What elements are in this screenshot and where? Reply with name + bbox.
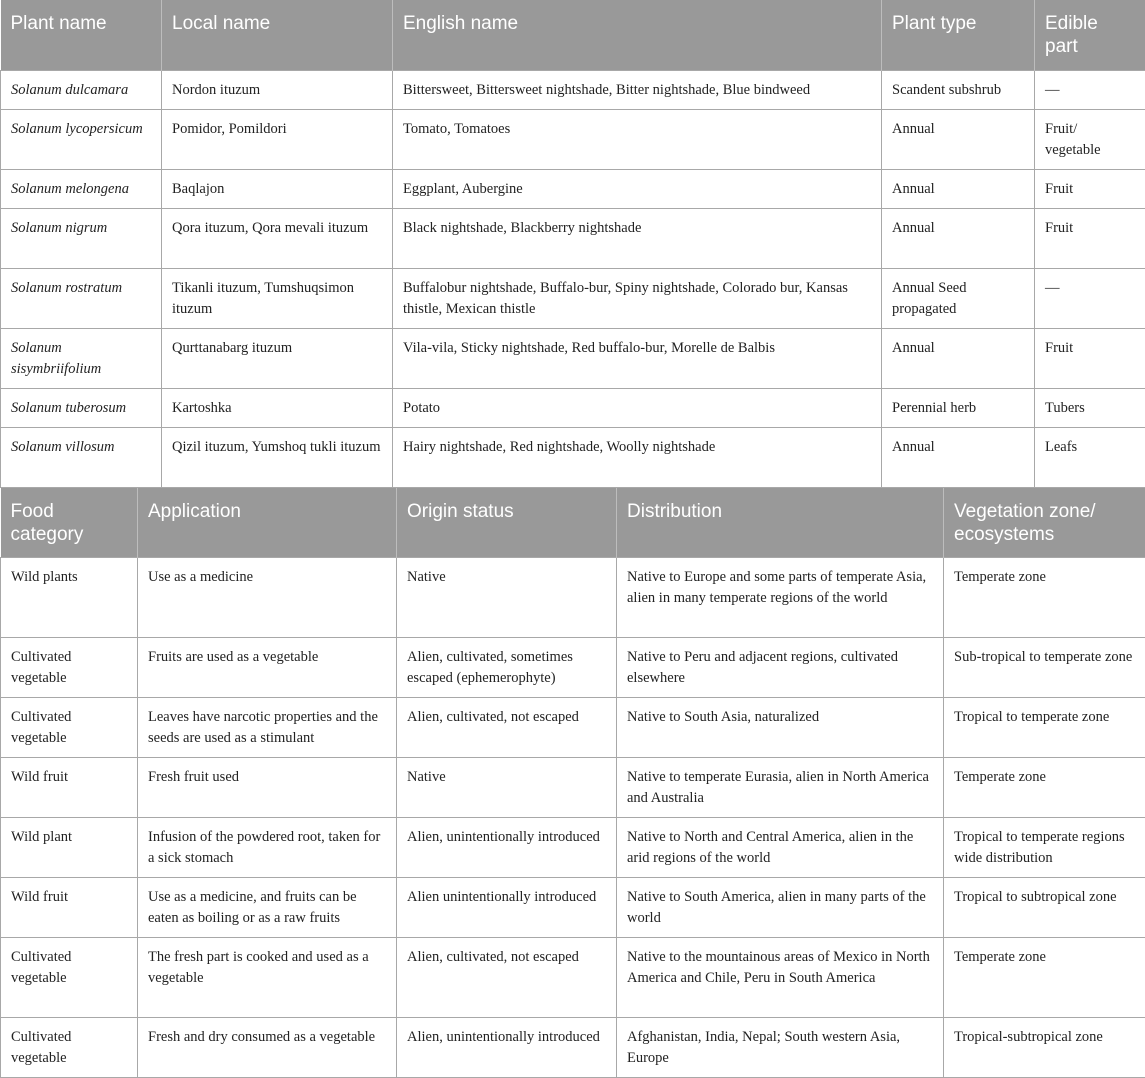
plant-type-cell: Perennial herb [882,388,1035,427]
food-category-cell: Cultivated vegetable [1,638,138,698]
origin-status-cell: Native [397,758,617,818]
header-edible-part: Edible part [1035,0,1145,70]
english-name-cell: Tomato, Tomatoes [393,109,882,169]
plant-type-cell: Annual [882,169,1035,208]
edible-part-cell: Fruit [1035,328,1145,388]
application-cell: Fresh fruit used [138,758,397,818]
vegetation-zone-cell: Tropical to subtropical zone [944,878,1145,938]
application-cell: Use as a medicine, and fruits can be eaten as boiling or as a raw fruits [138,878,397,938]
plant-type-cell: Annual Seed propagated [882,268,1035,328]
distribution-cell: Native to South America, alien in many parts of the world [617,878,944,938]
plant-type-cell: Scandent subshrub [882,70,1035,109]
table-row [1,328,1145,388]
application-cell: Use as a medicine [138,558,397,638]
plant-name-cell: Solanum villosum [1,427,162,487]
local-name-cell: Nordon ituzum [162,70,393,109]
plant-type-cell: Annual [882,208,1035,268]
table-header-row [1,488,1145,558]
table-row [1,427,1145,487]
local-name-cell: Qora ituzum, Qora mevali ituzum [162,208,393,268]
application-cell: Fresh and dry consumed as a vegetable [138,1018,397,1078]
vegetation-zone-cell: Temperate zone [944,758,1145,818]
table-row [1,878,1145,938]
table-row [1,638,1145,698]
distribution-cell: Native to the mountainous areas of Mexico in North America and Chile, Peru in South America [617,938,944,1018]
vegetation-zone-cell: Tropical to temperate zone [944,698,1145,758]
table-row [1,818,1145,878]
application-cell: Leaves have narcotic properties and the seeds are used as a stimulant [138,698,397,758]
plant-usage-table [0,488,1145,1078]
plant-type-cell: Annual [882,328,1035,388]
plant-names-table [0,0,1145,488]
edible-part-cell: Fruit [1035,169,1145,208]
vegetation-zone-cell: Tropical to temperate regions wide distribution [944,818,1145,878]
food-category-cell: Cultivated vegetable [1,938,138,1018]
english-name-cell: Vila-vila, Sticky nightshade, Red buffalo-bur, Morelle de Balbis [393,328,882,388]
header-distribution: Distribution [617,488,944,558]
table-row [1,558,1145,638]
origin-status-cell: Alien, cultivated, not escaped [397,938,617,1018]
table-row [1,268,1145,328]
table-row [1,1018,1145,1078]
header-plant-type: Plant type [882,0,1035,70]
origin-status-cell: Alien, unintentionally introduced [397,1018,617,1078]
table-row [1,70,1145,109]
table-row [1,698,1145,758]
english-name-cell: Eggplant, Aubergine [393,169,882,208]
edible-part-cell: Fruit [1035,208,1145,268]
edible-part-cell: Fruit/ vegetable [1035,109,1145,169]
english-name-cell: Potato [393,388,882,427]
origin-status-cell: Alien, cultivated, not escaped [397,698,617,758]
plant-type-cell: Annual [882,427,1035,487]
table-row [1,208,1145,268]
table-row [1,169,1145,208]
vegetation-zone-cell: Tropical-subtropical zone [944,1018,1145,1078]
table-row [1,388,1145,427]
origin-status-cell: Alien, cultivated, sometimes escaped (ephemerophyte) [397,638,617,698]
plant-name-cell: Solanum nigrum [1,208,162,268]
distribution-cell: Native to Europe and some parts of temperate Asia, alien in many temperate regions of the world [617,558,944,638]
distribution-cell: Native to Peru and adjacent regions, cultivated elsewhere [617,638,944,698]
edible-part-cell: Tubers [1035,388,1145,427]
plant-name-cell: Solanum sisymbriifolium [1,328,162,388]
header-english-name: English name [393,0,882,70]
local-name-cell: Qurttanabarg ituzum [162,328,393,388]
application-cell: Infusion of the powdered root, taken for a sick stomach [138,818,397,878]
local-name-cell: Kartoshka [162,388,393,427]
english-name-cell: Bittersweet, Bittersweet nightshade, Bitter nightshade, Blue bindweed [393,70,882,109]
distribution-cell: Afghanistan, India, Nepal; South western Asia, Europe [617,1018,944,1078]
english-name-cell: Hairy nightshade, Red nightshade, Woolly nightshade [393,427,882,487]
edible-part-cell: — [1035,268,1145,328]
table-row [1,758,1145,818]
local-name-cell: Baqlajon [162,169,393,208]
header-vegetation-zone: Vegetation zone/ ecosystems [944,488,1145,558]
plant-name-cell: Solanum rostratum [1,268,162,328]
table-row [1,938,1145,1018]
table-row [1,109,1145,169]
plant-type-cell: Annual [882,109,1035,169]
header-food-category: Food category [1,488,138,558]
application-cell: Fruits are used as a vegetable [138,638,397,698]
plant-name-cell: Solanum dulcamara [1,70,162,109]
vegetation-zone-cell: Sub-tropical to temperate zone [944,638,1145,698]
food-category-cell: Wild fruit [1,878,138,938]
table-header-row [1,0,1145,70]
distribution-cell: Native to South Asia, naturalized [617,698,944,758]
food-category-cell: Wild fruit [1,758,138,818]
vegetation-zone-cell: Temperate zone [944,938,1145,1018]
distribution-cell: Native to temperate Eurasia, alien in North America and Australia [617,758,944,818]
vegetation-zone-cell: Temperate zone [944,558,1145,638]
header-plant-name: Plant name [1,0,162,70]
distribution-cell: Native to North and Central America, alien in the arid regions of the world [617,818,944,878]
food-category-cell: Wild plant [1,818,138,878]
local-name-cell: Qizil ituzum, Yumshoq tukli ituzum [162,427,393,487]
header-local-name: Local name [162,0,393,70]
origin-status-cell: Alien, unintentionally introduced [397,818,617,878]
plant-name-cell: Solanum lycopersicum [1,109,162,169]
english-name-cell: Buffalobur nightshade, Buffalo-bur, Spiny nightshade, Colorado bur, Kansas thistle, Mexican thistle [393,268,882,328]
origin-status-cell: Native [397,558,617,638]
plant-name-cell: Solanum melongena [1,169,162,208]
header-origin-status: Origin status [397,488,617,558]
origin-status-cell: Alien unintentionally introduced [397,878,617,938]
header-application: Application [138,488,397,558]
plant-name-cell: Solanum tuberosum [1,388,162,427]
food-category-cell: Cultivated vegetable [1,1018,138,1078]
local-name-cell: Tikanli ituzum, Tumshuqsimon ituzum [162,268,393,328]
food-category-cell: Cultivated vegetable [1,698,138,758]
local-name-cell: Pomidor, Pomildori [162,109,393,169]
food-category-cell: Wild plants [1,558,138,638]
english-name-cell: Black nightshade, Blackberry nightshade [393,208,882,268]
application-cell: The fresh part is cooked and used as a vegetable [138,938,397,1018]
edible-part-cell: Leafs [1035,427,1145,487]
edible-part-cell: — [1035,70,1145,109]
